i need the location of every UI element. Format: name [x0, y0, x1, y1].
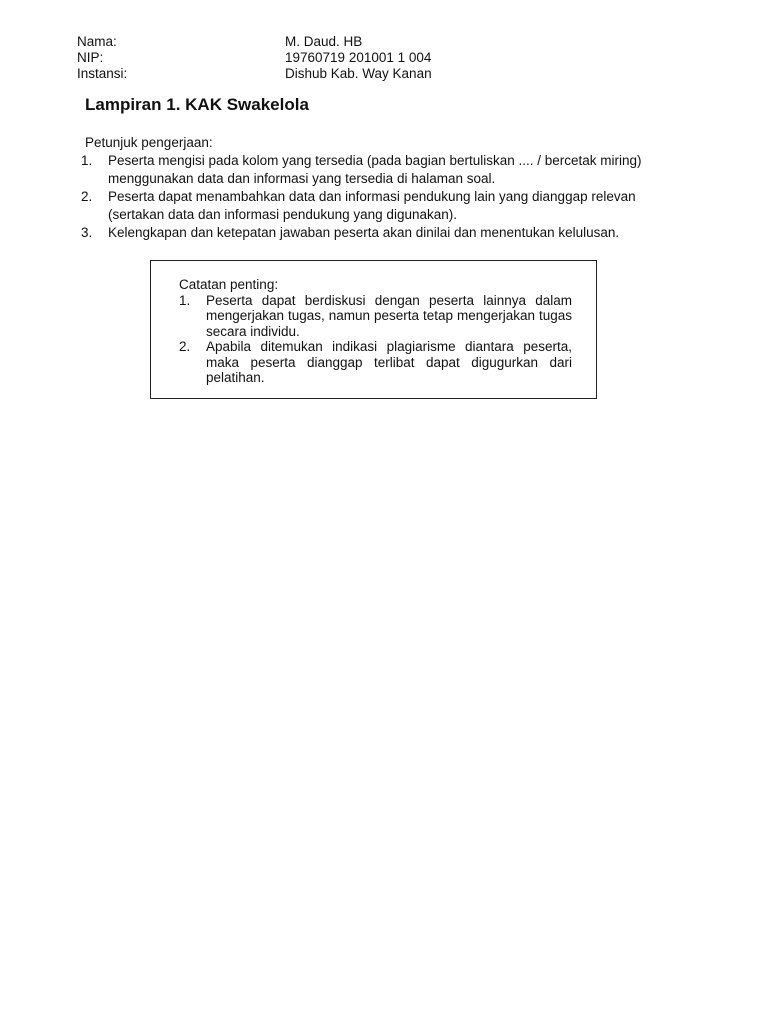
note-number: 2. — [179, 339, 191, 354]
note-heading: Catatan penting: — [179, 277, 279, 292]
instruction-number: 1. — [81, 153, 93, 168]
instructions-section — [81, 134, 685, 242]
note-number: 1. — [179, 292, 191, 308]
note-item — [179, 293, 572, 340]
name-value: M. Daud. HB — [285, 34, 363, 49]
instruction-item — [81, 224, 685, 242]
important-note-content — [179, 277, 572, 386]
institution-value: Dishub Kab. Way Kanan — [285, 66, 432, 81]
instruction-item — [81, 152, 685, 188]
instruction-text: Peserta mengisi pada kolom yang tersedia (pada bagian bertuliskan .... / bercetak miring) menggunakan data dan informasi yang tersedia di halaman soal. — [108, 153, 642, 186]
note-list — [179, 293, 572, 386]
note-item — [179, 339, 572, 386]
instruction-number: 3. — [81, 225, 93, 240]
participant-info — [77, 34, 577, 82]
instructions-heading: Petunjuk pengerjaan: — [85, 135, 213, 150]
instruction-number: 2. — [81, 189, 93, 204]
instruction-text: Kelengkapan dan ketepatan jawaban peserta akan dinilai dan menentukan kelulusan. — [108, 225, 620, 240]
institution-label: Instansi: — [77, 66, 128, 81]
info-row-name — [77, 34, 577, 50]
nip-label: NIP: — [77, 50, 104, 65]
important-note-box — [150, 260, 597, 399]
instruction-text: Peserta dapat menambahkan data dan informasi pendukung lain yang dianggap relevan (sertakan data dan informasi pendukung yang digunakan). — [108, 189, 636, 222]
note-text: Apabila ditemukan indikasi plagiarisme diantara peserta, maka peserta dianggap terlibat dapat digugurkan dari pelatihan. — [206, 339, 572, 385]
info-row-institution — [77, 66, 577, 82]
info-row-nip — [77, 50, 577, 66]
note-text: Peserta dapat berdiskusi dengan peserta lainnya dalam mengerjakan tugas, namun peserta tetap mengerjakan tugas secara individu. — [206, 292, 572, 339]
instruction-item — [81, 188, 685, 224]
name-label: Nama: — [77, 34, 117, 49]
nip-value: 19760719 201001 1 004 — [285, 50, 432, 65]
instructions-list — [81, 152, 685, 242]
document-title: Lampiran 1. KAK Swakelola — [85, 95, 309, 114]
